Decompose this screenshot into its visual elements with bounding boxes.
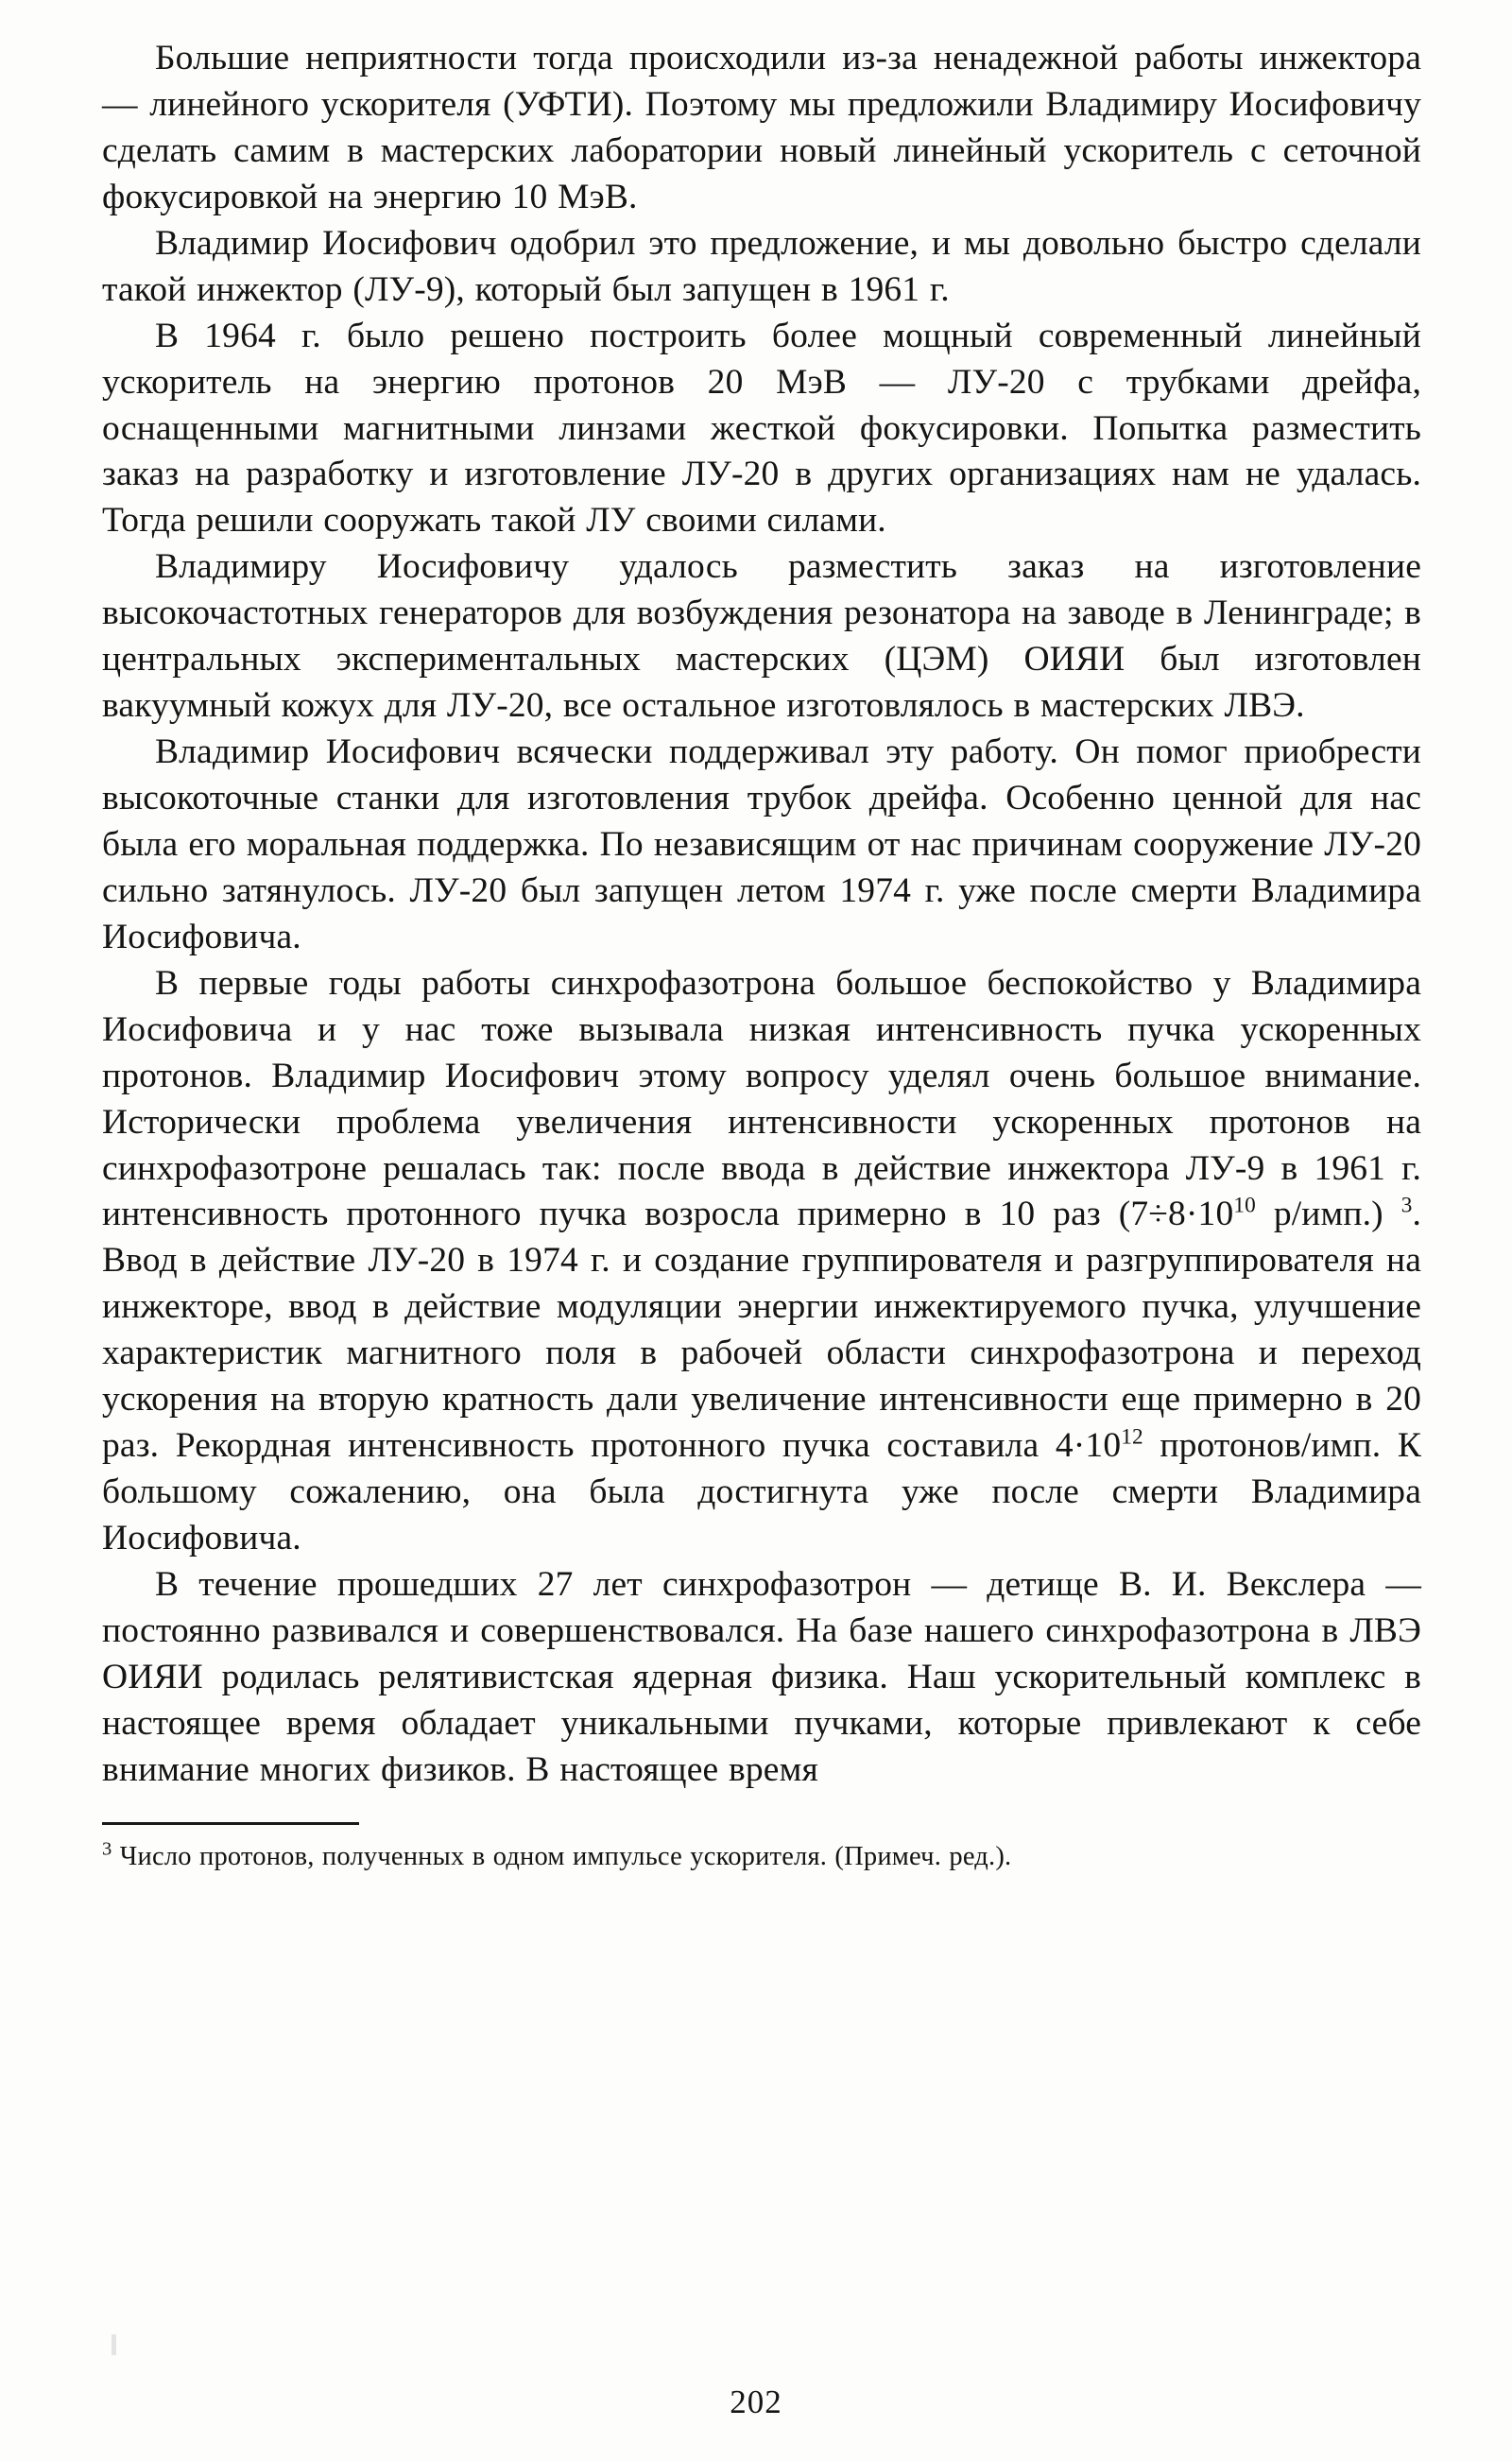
paragraph-1: Большие неприятности тогда происходили из-за ненадежной работы инжектора — линейного ускорителя (УФТИ). Поэтому мы предложили Владимиру Иосифовичу сделать самим в мастерских лаборатории новый линейный ускоритель с сеточной фокусировкой на энергию 10 МэВ. — [102, 39, 1421, 216]
paragraph-6-text-d: протонов/имп. К большому сожалению, она была достигнута уже после смерти Владимира Иосифовича. — [102, 1426, 1421, 1557]
paragraph-6-text-a: В первые годы работы синхрофазотрона большое беспокойство у Владимира Иосифовича и у нас тоже вызывала низкая интенсивность пучка ускоренных протонов. Владимир Иосифович этому вопросу уделял очень большое внимание. Исторически проблема увеличения интенсивности ускоренных протонов на синхрофазотроне решалась так: после ввода в действие инжектора ЛУ-9 в 1961 г. интенсивность протонного пучка возросла примерно в 10 раз (7÷8·10 — [102, 963, 1421, 1234]
paragraph-7: В течение прошедших 27 лет синхрофазотрон — детище В. И. Векслера — постоянно развивался и совершенствовался. На базе нашего синхрофазотрона в ЛВЭ ОИЯИ родилась релятивистская ядерная физика. Наш ускорительный комплекс в настоящее время обладает уникальными пучками, которые привлекают к себе внимание многих физиков. В настоящее время — [102, 1564, 1421, 1789]
footnote-marker: 3 — [102, 1838, 112, 1860]
page-number: 202 — [730, 2384, 782, 2420]
exponent-10: 10 — [1233, 1193, 1256, 1218]
paragraph-5: Владимир Иосифович всячески поддерживал эту работу. Он помог приобрести высокоточные станки для изготовления трубок дрейфа. Особенно ценной для нас была его моральная поддержка. По независящим от нас причинам сооружение ЛУ-20 сильно затянулось. ЛУ-20 был запущен летом 1974 г. уже после смерти Владимира Иосифовича. — [102, 732, 1421, 956]
paragraph-6 — [102, 961, 1421, 1562]
footnote-block — [102, 1840, 1421, 1874]
exponent-12: 12 — [1121, 1424, 1143, 1450]
scan-artifact — [112, 2334, 116, 2355]
page-body — [102, 36, 1421, 1794]
paragraph-4: Владимиру Иосифовичу удалось разместить заказ на изготовление высокочастотных генераторов для возбуждения резонатора на заводе в Ленинграде; в центральных экспериментальных мастерских (ЦЭМ) ОИЯИ был изготовлен вакуумный кожух для ЛУ-20, все остальное изготовлялось в мастерских ЛВЭ. — [102, 547, 1421, 726]
footnote-reference-3[interactable]: 3 — [1400, 1193, 1413, 1218]
footnote-separator — [102, 1822, 359, 1825]
footnote-text: Число протонов, полученных в одном импульсе ускорителя. (Примеч. ред.). — [112, 1841, 1012, 1871]
paragraph-3: В 1964 г. было решено построить более мощный современный линейный ускоритель на энергию протонов 20 МэВ — ЛУ-20 с трубками дрейфа, оснащенными магнитными линзами жесткой фокусировки. Попытка разместить заказ на разработку и изготовление ЛУ-20 в других организациях нам не удалась. Тогда решили сооружать такой ЛУ своими силами. — [102, 316, 1421, 541]
paragraph-6-text-b: р/имп.) — [1255, 1195, 1401, 1234]
paragraph-2: Владимир Иосифович одобрил это предложение, и мы довольно быстро сделали такой инжектор (ЛУ-9), который был запущен в 1961 г. — [102, 223, 1421, 309]
paragraph-6-text-c: . Ввод в действие ЛУ-20 в 1974 г. и создание группирователя и разгруппирователя на инжекторе, ввод в действие модуляции энергии инжектируемого пучка, улучшение характеристик магнитного поля в рабочей области синхрофазотрона и переход ускорения на вторую кратность дали увеличение интенсивности еще примерно в 20 раз. Рекордная интенсивность протонного пучка составила 4·10 — [102, 1195, 1421, 1466]
